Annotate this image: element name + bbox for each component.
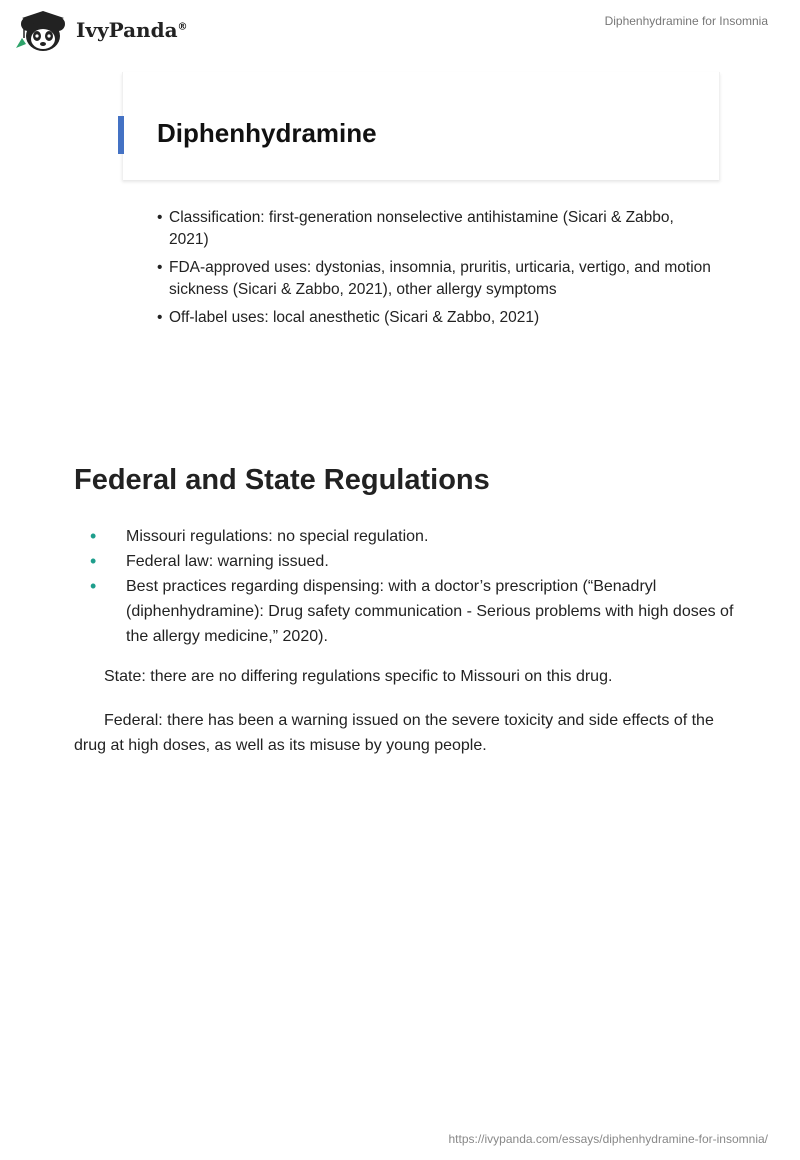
list-item-text: Federal law: warning issued. xyxy=(126,553,329,570)
paragraph-state: State: there are no differing regulations specific to Missouri on this drug. xyxy=(104,668,613,685)
bullet-icon: • xyxy=(90,551,97,571)
regulation-list xyxy=(74,524,734,649)
paragraph-federal: Federal: there has been a warning issued on the severe toxicity and side effects of the drug at high doses, as well as its misuse by young people. xyxy=(74,712,714,754)
document-title: Diphenhydramine for Insomnia xyxy=(604,14,768,28)
list-item xyxy=(74,549,734,574)
slide-bullet: • FDA-approved uses: dystonias, insomnia, pruritis, urticaria, vertigo, and motion sickness (Sicari & Zabbo, 2021), other allergy symptoms xyxy=(157,257,717,301)
footer-url-link[interactable]: https://ivypanda.com/essays/diphenhydramine-for-insomnia/ xyxy=(448,1132,768,1146)
brand-logo[interactable] xyxy=(14,8,188,52)
registered-mark: ® xyxy=(177,21,188,33)
slide-bullet-list xyxy=(157,207,717,335)
list-item-text: Best practices regarding dispensing: with a doctor’s prescription (“Benadryl (diphenhydramine): Drug safety communication - Serious problems with high doses of the allergy medicine,” 2020). xyxy=(126,578,734,645)
list-item-text: Missouri regulations: no special regulation. xyxy=(126,528,429,545)
section-heading: Federal and State Regulations xyxy=(74,464,490,496)
panda-graduate-icon xyxy=(14,8,72,52)
bullet-icon: • xyxy=(90,526,97,546)
slide-bullet: • Off-label uses: local anesthetic (Sicari & Zabbo, 2021) xyxy=(157,307,717,329)
list-item xyxy=(74,574,734,649)
list-item xyxy=(74,524,734,549)
slide-title: Diphenhydramine xyxy=(157,118,377,148)
brand-name: IvyPanda® xyxy=(76,18,188,42)
slide-bullet: • Classification: first-generation nonselective antihistamine (Sicari & Zabbo, 2021) xyxy=(157,207,717,251)
slide-accent-bar xyxy=(118,116,124,154)
bullet-icon: • xyxy=(90,576,97,596)
